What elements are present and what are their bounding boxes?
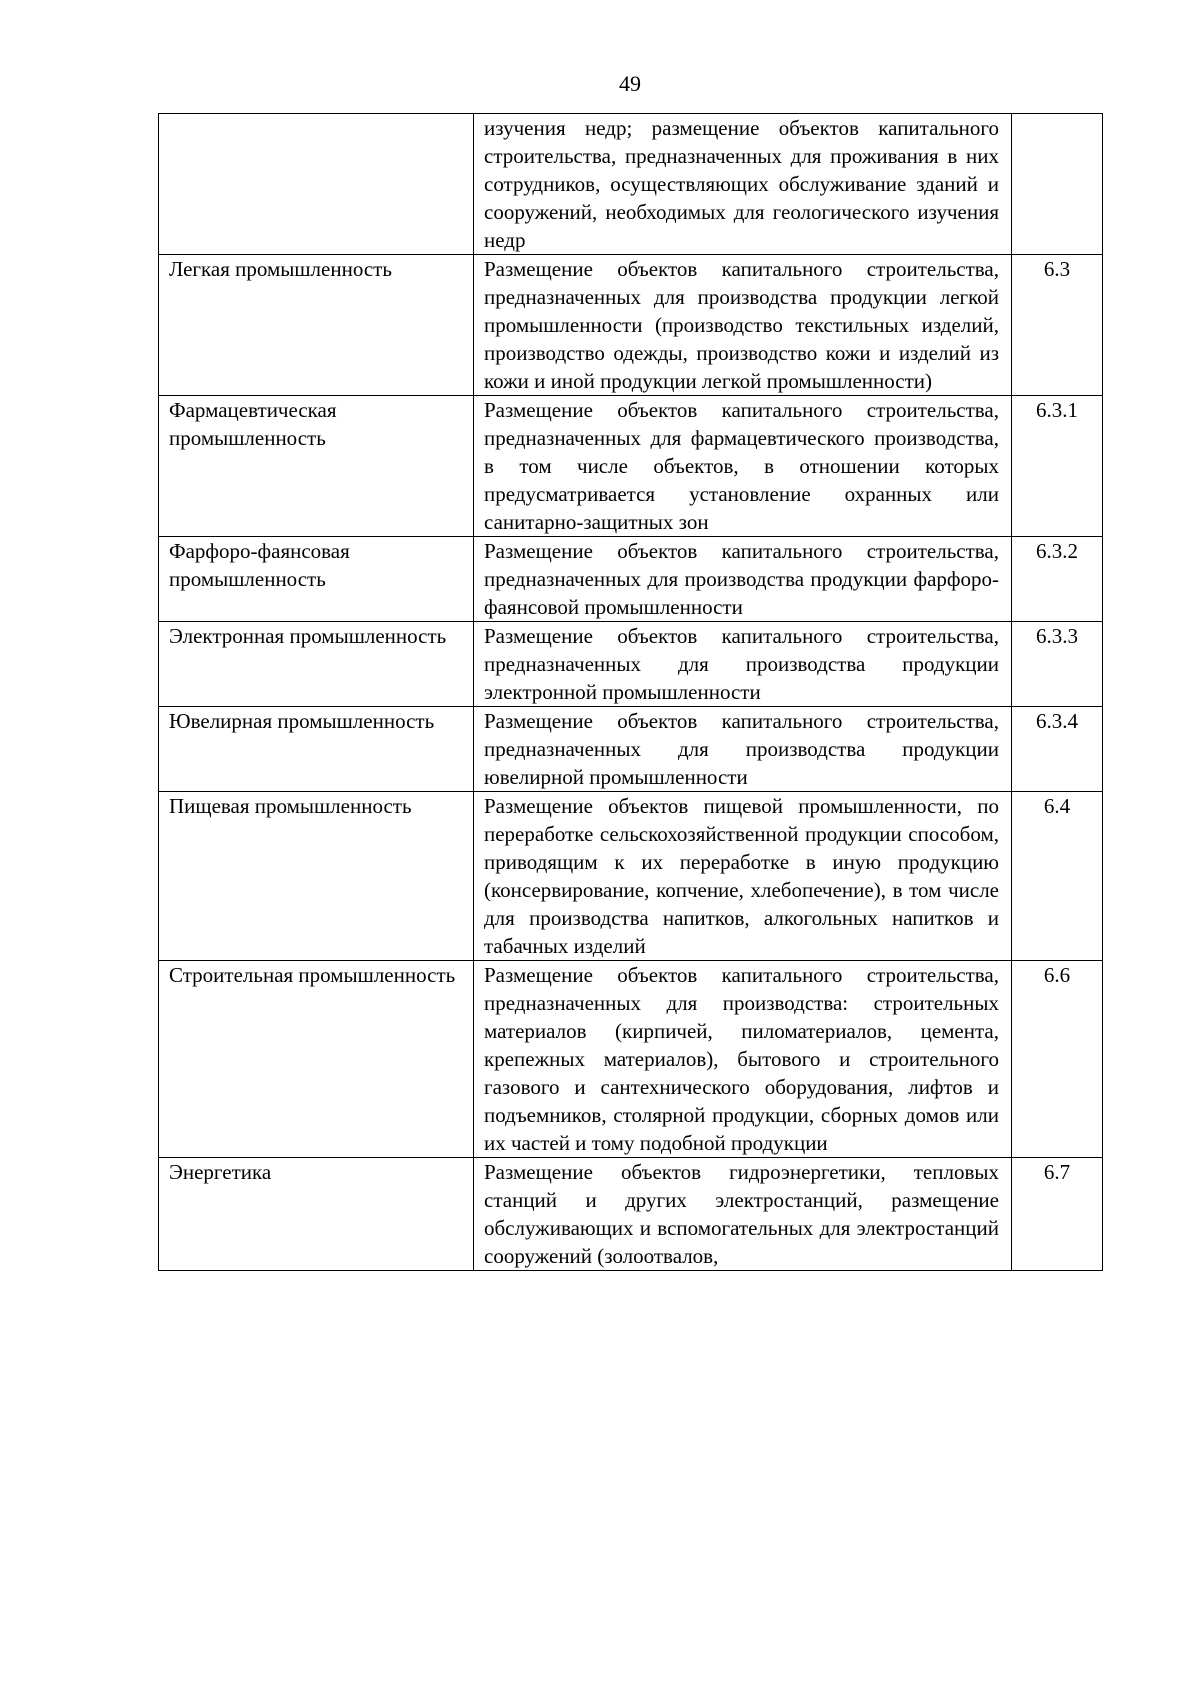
table-row [159,707,1103,792]
use-name-cell: Строительная промышленность [159,961,474,1158]
use-description-cell: Размещение объектов капитального строительства, предназначенных для фармацевтического производства, в том числе объектов, в отношении которых предусматривается установление охранных или санитарно-защитных зон [474,396,1012,537]
use-description-cell: Размещение объектов капитального строительства, предназначенных для производства: строительных материалов (кирпичей, пиломатериалов, цемента, крепежных материалов), бытового и строительного газового и сантехнического оборудования, лифтов и подъемников, столярной продукции, сборных домов или их частей и тому подобной продукции [474,961,1012,1158]
use-name-cell [159,114,474,255]
use-name-cell: Легкая промышленность [159,255,474,396]
use-code-cell [1012,114,1103,255]
use-code-cell: 6.4 [1012,792,1103,961]
use-description-cell: Размещение объектов капитального строительства, предназначенных для производства продукции электронной промышленности [474,622,1012,707]
use-description-cell: Размещение объектов капитального строительства, предназначенных для производства продукции фарфоро-фаянсовой промышленности [474,537,1012,622]
use-name-cell: Электронная промышленность [159,622,474,707]
use-description-cell: изучения недр; размещение объектов капитального строительства, предназначенных для проживания в них сотрудников, осуществляющих обслуживание зданий и сооружений, необходимых для геологического изучения недр [474,114,1012,255]
use-name-cell: Фарфоро-фаянсовая промышленность [159,537,474,622]
use-name-cell: Пищевая промышленность [159,792,474,961]
use-code-cell: 6.3.4 [1012,707,1103,792]
use-code-cell: 6.3 [1012,255,1103,396]
use-code-cell: 6.6 [1012,961,1103,1158]
table-row [159,622,1103,707]
use-code-cell: 6.3.3 [1012,622,1103,707]
table-row [159,255,1103,396]
table-row [159,114,1103,255]
land-use-table [158,113,1103,1271]
table-row [159,537,1103,622]
table-row [159,1158,1103,1271]
use-name-cell: Фармацевтическая промышленность [159,396,474,537]
use-description-cell: Размещение объектов пищевой промышленности, по переработке сельскохозяйственной продукции способом, приводящим к их переработке в иную продукцию (консервирование, копчение, хлебопечение), в том числе для производства напитков, алкогольных напитков и табачных изделий [474,792,1012,961]
use-name-cell: Ювелирная промышленность [159,707,474,792]
use-description-cell: Размещение объектов капитального строительства, предназначенных для производства продукции легкой промышленности (производство текстильных изделий, производство одежды, производство кожи и изделий из кожи и иной продукции легкой промышленности) [474,255,1012,396]
use-code-cell: 6.7 [1012,1158,1103,1271]
use-name-cell: Энергетика [159,1158,474,1271]
page-number: 49 [619,71,641,96]
use-description-cell: Размещение объектов капитального строительства, предназначенных для производства продукции ювелирной промышленности [474,707,1012,792]
use-code-cell: 6.3.1 [1012,396,1103,537]
table-row [159,396,1103,537]
table-row [159,961,1103,1158]
table-row [159,792,1103,961]
use-code-cell: 6.3.2 [1012,537,1103,622]
use-description-cell: Размещение объектов гидроэнергетики, тепловых станций и других электростанций, размещение обслуживающих и вспомогательных для электростанций сооружений (золоотвалов, [474,1158,1012,1271]
